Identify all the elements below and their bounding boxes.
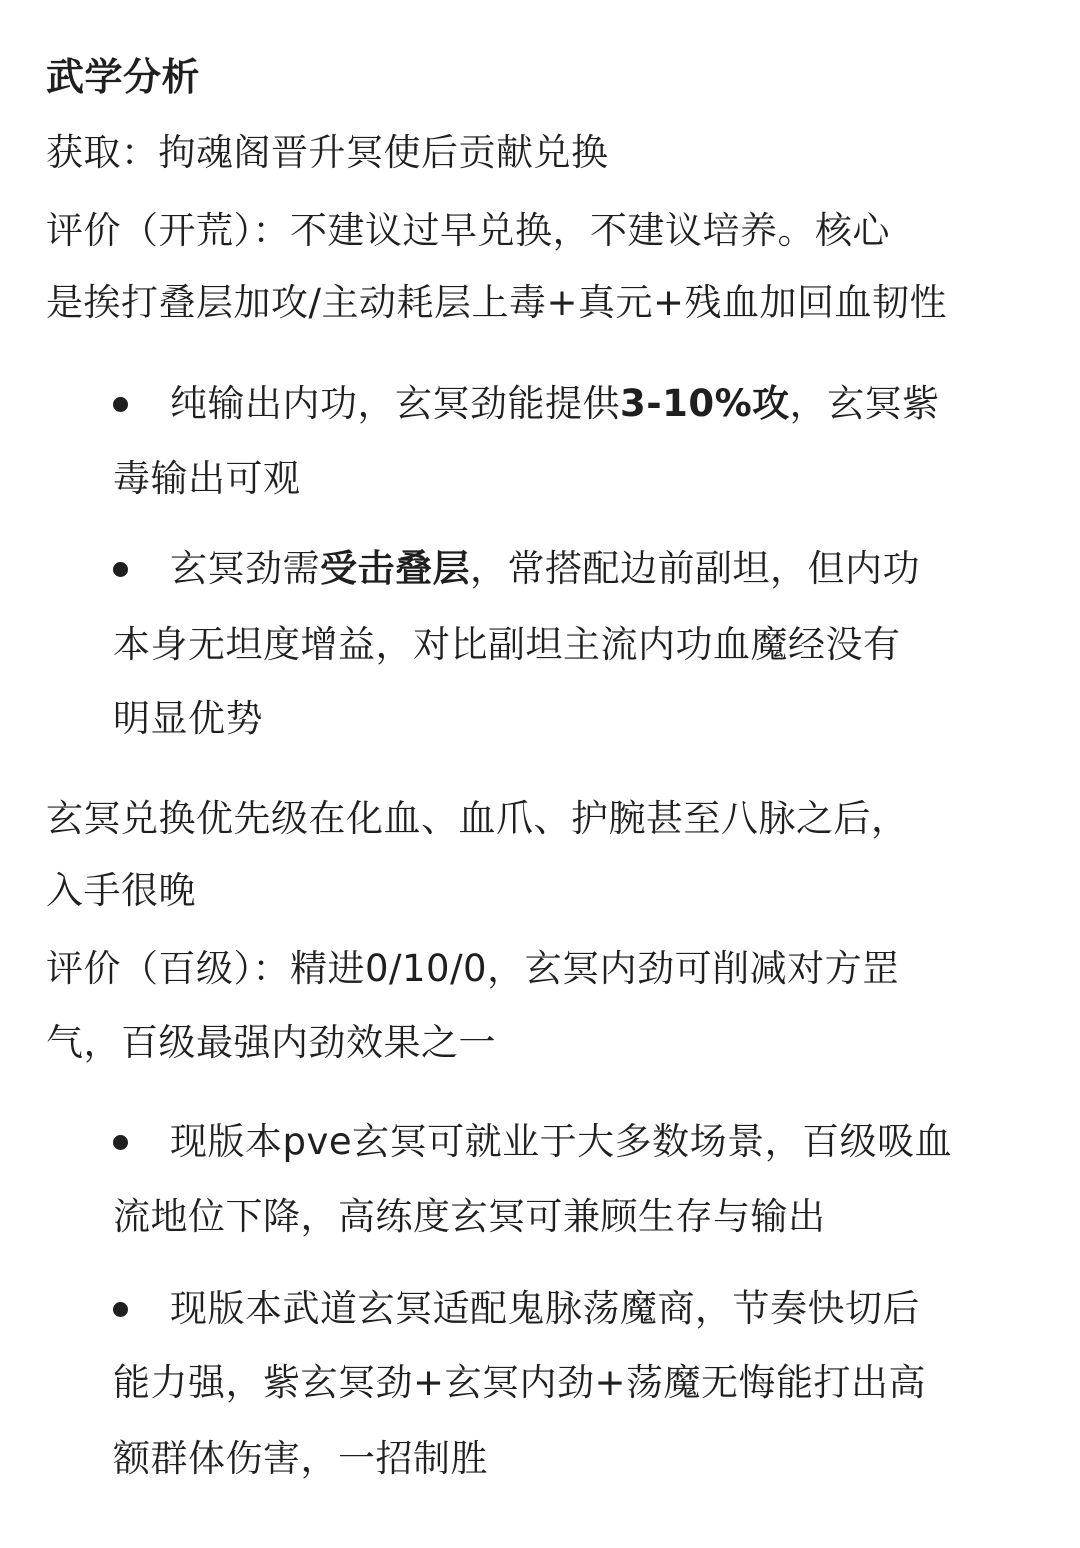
review-early-line2: 是挨打叠层加攻/主动耗层上毒+真元+残血加回血韧性 <box>46 281 947 324</box>
early-point-2-line2: 本身无坦度增益，对比副坦主流内功血魔经没有 <box>113 623 901 666</box>
late-point-2-line2: 能力强，紫玄冥劲+玄冥内劲+荡魔无悔能打出高 <box>113 1361 927 1404</box>
early-point-2-line3: 明显优势 <box>113 697 263 740</box>
review-early-line1: 评价（开荒）：不建议过早兑换，不建议培养。核心 <box>46 209 890 252</box>
priority-line1: 玄冥兑换优先级在化血、血爪、护腕甚至八脉之后， <box>46 797 909 840</box>
bullet-icon <box>113 562 128 577</box>
review-100-line1: 评价（百级）：精进0/10/0，玄冥内劲可削减对方罡 <box>46 947 900 990</box>
early-point-2-line1 <box>170 547 920 590</box>
priority-line2: 入手很晚 <box>46 869 196 912</box>
late-point-1-line2: 流地位下降，高练度玄冥可兼顾生存与输出 <box>113 1195 826 1238</box>
bullet-icon <box>113 1135 128 1150</box>
bullet-icon <box>113 397 128 412</box>
early-point-1-line1 <box>170 382 940 425</box>
acquire-text: 获取：拘魂阁晋升冥使后贡献兑换 <box>46 131 609 174</box>
review-100-line2: 气，百级最强内劲效果之一 <box>46 1021 496 1064</box>
page-title: 武学分析 <box>46 55 201 99</box>
late-point-2-line3: 额群体伤害，一招制胜 <box>113 1437 488 1480</box>
early-point-2-highlight: 受击叠层 <box>320 547 470 590</box>
late-point-2-line1: 现版本武道玄冥适配鬼脉荡魔商，节奏快切后 <box>170 1287 920 1330</box>
bullet-icon <box>113 1302 128 1317</box>
early-point-2-text: 玄冥劲需 <box>170 547 320 590</box>
early-point-1-line2: 毒输出可观 <box>113 457 301 500</box>
early-point-2-text-end: ，常搭配边前副坦，但内功 <box>470 547 920 590</box>
early-point-1-text: 纯输出内功，玄冥劲能提供 <box>170 382 620 425</box>
early-point-1-text-end: ，玄冥紫 <box>789 382 940 425</box>
late-point-1-line1: 现版本pve玄冥可就业于大多数场景，百级吸血 <box>170 1120 953 1163</box>
early-point-1-highlight: 3-10%攻 <box>620 382 790 425</box>
